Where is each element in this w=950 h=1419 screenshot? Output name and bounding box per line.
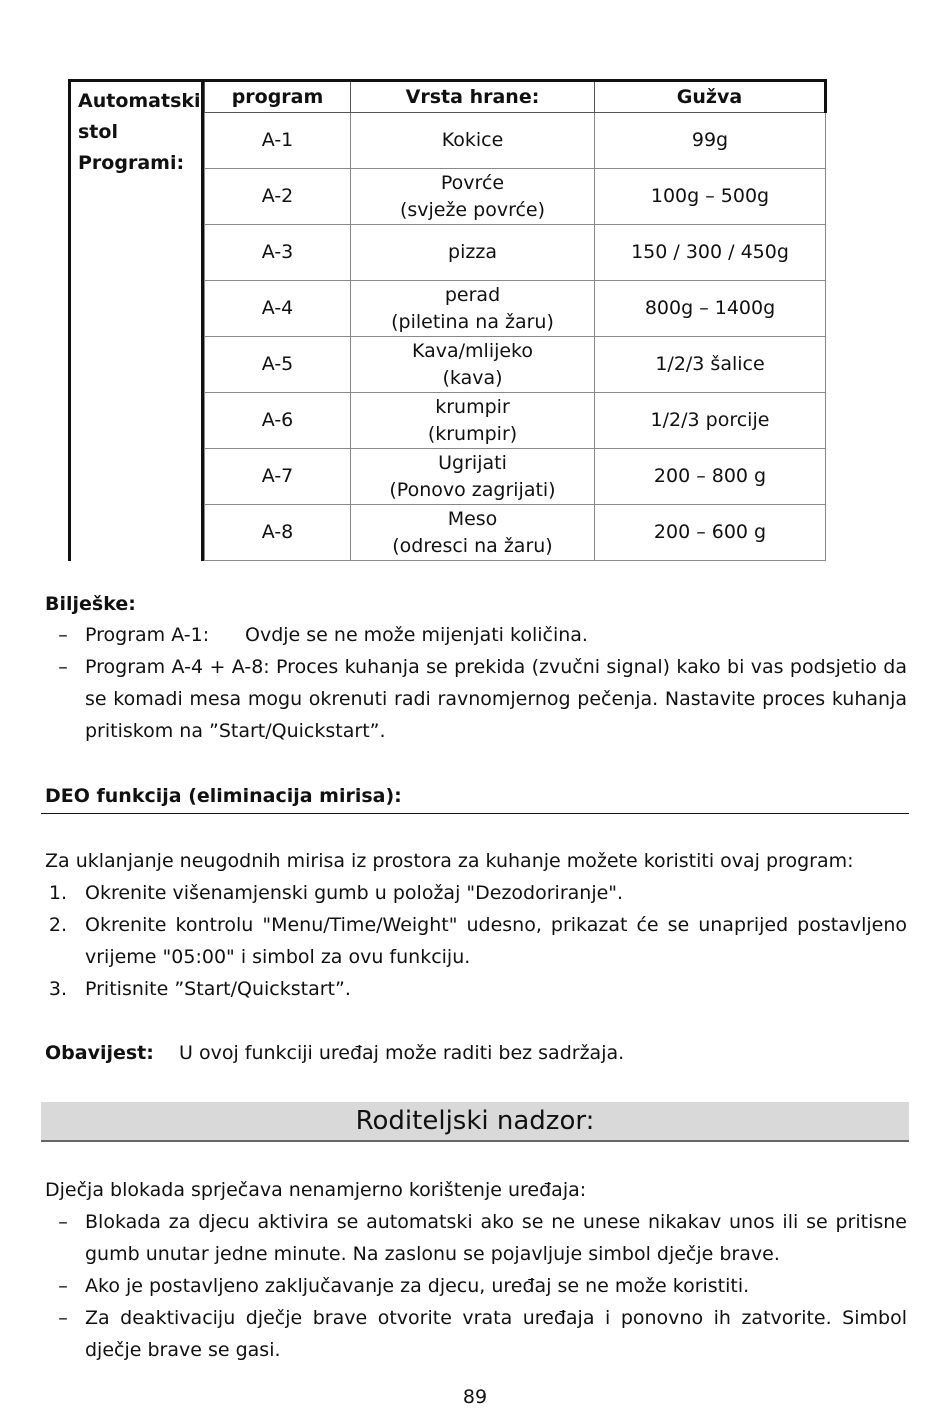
table-row	[205, 337, 826, 393]
food-line: Meso	[447, 507, 498, 530]
note-text: Ovdje se ne može mijenjati količina.	[245, 624, 588, 646]
note-item	[45, 619, 907, 651]
side-label-line: Automatski	[78, 90, 201, 112]
program-code: A-3	[205, 225, 351, 281]
food-line: (piletina na žaru)	[391, 310, 554, 333]
step-text: Pritisnite ”Start/Quickstart”.	[85, 978, 351, 1000]
note-label: Program A-1:	[85, 624, 210, 646]
food-type	[351, 281, 595, 337]
auto-programs-table	[68, 79, 825, 561]
table-row	[205, 113, 826, 169]
food-type	[351, 113, 595, 169]
table-row	[205, 225, 826, 281]
step-item	[45, 909, 907, 973]
table-row	[205, 393, 826, 449]
notice-label: Obavijest:	[45, 1042, 154, 1064]
parental-item-text: Blokada za djecu aktivira se automatski ako se ne unese nikakav unos ili se pritisne gumb unutar jedne minute. Na zaslonu se pojavljuje simbol dječje brave.	[85, 1211, 907, 1265]
program-code: A-4	[205, 281, 351, 337]
food-type	[351, 449, 595, 505]
deo-intro: Za uklanjanje neugodnih mirisa iz prostora za kuhanje možete koristiti ovaj program:	[45, 850, 854, 872]
section-banner: Roditeljski nadzor:	[41, 1102, 909, 1142]
food-type	[351, 393, 595, 449]
food-type	[351, 505, 595, 561]
program-table	[204, 79, 827, 561]
side-label-line: stol	[78, 121, 118, 143]
dash-marker: –	[58, 1211, 68, 1233]
notice-line	[45, 1037, 907, 1069]
food-line: krumpir	[435, 395, 510, 418]
amount: 200 – 800 g	[595, 449, 826, 505]
food-type	[351, 337, 595, 393]
food-line: Povrće	[440, 171, 505, 194]
program-code: A-1	[205, 113, 351, 169]
side-label-line: Programi:	[78, 152, 185, 174]
dash-marker: –	[58, 624, 68, 646]
notes-heading: Bilješke:	[45, 593, 136, 615]
amount: 99g	[595, 113, 826, 169]
dash-marker: –	[58, 1307, 68, 1329]
column-header-food-type: Vrsta hrane:	[351, 81, 595, 113]
food-line: (odresci na žaru)	[392, 534, 553, 557]
table-side-label	[68, 79, 204, 561]
food-line: Kokice	[441, 129, 504, 151]
deo-heading: DEO funkcija (eliminacija mirisa):	[45, 785, 402, 807]
table-row	[205, 169, 826, 225]
food-line: (krumpir)	[427, 422, 518, 445]
parental-item	[45, 1206, 907, 1270]
program-code: A-5	[205, 337, 351, 393]
food-line: Ugrijati	[438, 451, 507, 474]
step-item	[45, 973, 907, 1005]
amount: 100g – 500g	[595, 169, 826, 225]
step-number: 3.	[48, 978, 67, 1000]
table-header-row	[205, 81, 826, 113]
dash-marker: –	[58, 656, 68, 678]
amount: 800g – 1400g	[595, 281, 826, 337]
step-item	[45, 877, 907, 909]
step-text: Okrenite kontrolu "Menu/Time/Weight" udesno, prikazat će se unaprijed postavljeno vrijeme "05:00" i simbol za ovu funkciju.	[85, 914, 907, 968]
parental-item	[45, 1302, 907, 1366]
note-text: Program A-4 + A-8: Proces kuhanja se prekida (zvučni signal) kako bi vas podsjetio da se komadi mesa mogu okrenuti radi ravnomjernog pečenja. Nastavite proces kuhanja pritiskom na ”Start/Quickstart”.	[85, 656, 907, 742]
program-code: A-8	[205, 505, 351, 561]
amount: 1/2/3 šalice	[595, 337, 826, 393]
food-type	[351, 225, 595, 281]
table-row	[205, 505, 826, 561]
page-number: 89	[462, 1386, 488, 1408]
food-line: (svježe povrće)	[399, 198, 546, 221]
food-line: pizza	[448, 241, 497, 263]
food-line: (kava)	[442, 366, 503, 389]
amount: 150 / 300 / 450g	[595, 225, 826, 281]
parental-intro: Dječja blokada sprječava nenamjerno korištenje uređaja:	[45, 1179, 587, 1201]
notice-text: U ovoj funkciji uređaj može raditi bez sadržaja.	[179, 1042, 625, 1064]
note-item	[45, 651, 907, 747]
step-number: 2.	[48, 914, 67, 936]
program-code: A-7	[205, 449, 351, 505]
note-body	[85, 619, 907, 651]
column-header-amount: Gužva	[595, 81, 826, 113]
step-number: 1.	[48, 882, 67, 904]
food-type	[351, 169, 595, 225]
food-line: Kava/mlijeko	[411, 339, 534, 362]
heading-divider	[41, 813, 909, 814]
column-header-program: program	[205, 81, 351, 113]
parental-item	[45, 1270, 907, 1302]
food-line: (Ponovo zagrijati)	[389, 478, 556, 501]
table-row	[205, 281, 826, 337]
amount: 1/2/3 porcije	[595, 393, 826, 449]
parental-item-text: Za deaktivaciju dječje brave otvorite vrata uređaja i ponovno ih zatvorite. Simbol dječje brave se gasi.	[85, 1307, 907, 1361]
amount: 200 – 600 g	[595, 505, 826, 561]
table-row	[205, 449, 826, 505]
step-text: Okrenite višenamjenski gumb u položaj "Dezodoriranje".	[85, 882, 624, 904]
program-code: A-2	[205, 169, 351, 225]
program-code: A-6	[205, 393, 351, 449]
dash-marker: –	[58, 1275, 68, 1297]
food-line: perad	[444, 283, 501, 306]
parental-item-text: Ako je postavljeno zaključavanje za djecu, uređaj se ne može koristiti.	[85, 1275, 750, 1297]
